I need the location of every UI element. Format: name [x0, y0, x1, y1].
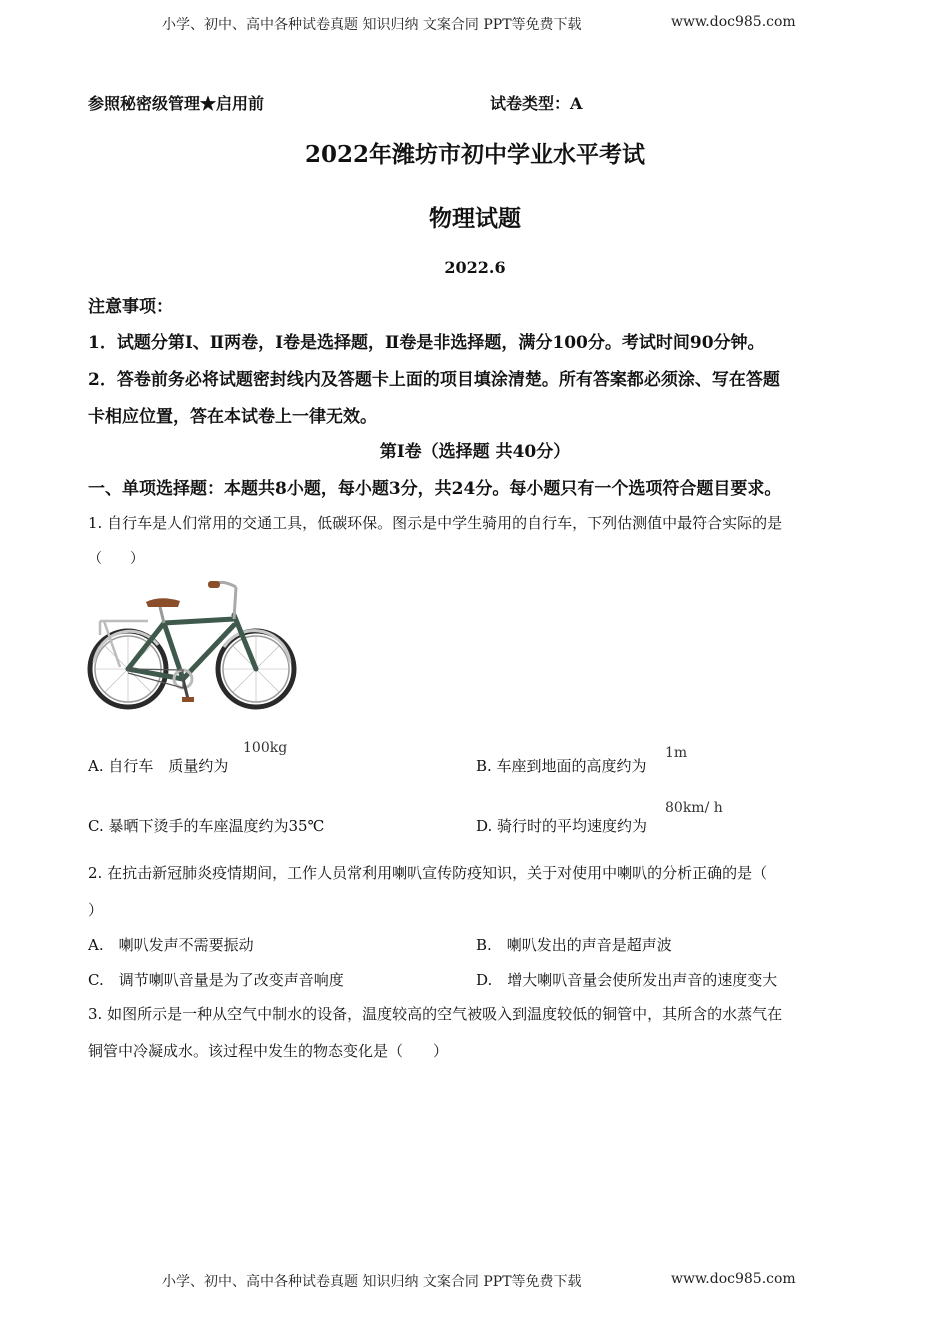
paper-type — [490, 91, 582, 114]
q1-option-b-value: 1m — [665, 745, 688, 761]
q2-option-d[interactable]: D. 增大喇叭音量会使所发出声音的速度变大 — [476, 971, 778, 989]
exam-title: 2022年潍坊市初中学业水平考试 — [304, 141, 645, 168]
q2-option-c[interactable]: C. 调节喇叭音量是为了改变声音响度 — [88, 971, 344, 989]
notes-item-1: 1．试题分第Ⅰ、Ⅱ两卷，Ⅰ卷是选择题，Ⅱ卷是非选择题，满分100分。考试时间90分钟。 — [88, 333, 765, 353]
footer-text: 小学、初中、高中各种试卷真题 知识归纳 文案合同 PPT等免费下载 — [162, 1274, 582, 1290]
q1-option-d-text: D. 骑行时的平均速度约为 — [476, 817, 648, 835]
q2-option-b[interactable]: B. 喇叭发出的声音是超声波 — [476, 936, 672, 954]
subject-title: 物理试题 — [429, 205, 521, 232]
q1-option-d[interactable] — [476, 815, 647, 836]
notes-heading: 注意事项： — [88, 297, 173, 317]
q1-option-a-value: 100kg — [243, 740, 288, 756]
header-url[interactable]: www.doc985.com — [671, 14, 796, 30]
q3-stem-line-1: 3. 如图所示是一种从空气中制水的设备，温度较高的空气被吸入到温度较低的铜管中，其所含的水蒸气在 — [88, 1005, 783, 1023]
header-text: 小学、初中、高中各种试卷真题 知识归纳 文案合同 PPT等免费下载 — [162, 17, 582, 33]
q1-option-b[interactable] — [476, 755, 647, 776]
q1-stem-line-1: 1. 自行车是人们常用的交通工具，低碳环保。图示是中学生骑用的自行车，下列估测值中最符合实际的是 — [88, 514, 783, 532]
bicycle-image — [86, 575, 298, 715]
q1-stem-line-2: （ ） — [88, 551, 144, 567]
q1-option-c[interactable]: C. 暴晒下烫手的车座温度约为35℃ — [88, 817, 325, 835]
part-title: 第Ⅰ卷（选择题 共40分） — [379, 442, 571, 462]
q1-option-a[interactable] — [88, 755, 228, 776]
section-instruction: 一、单项选择题：本题共8小题，每小题3分，共24分。每小题只有一个选项符合题目要求。 — [88, 479, 782, 499]
q1-option-a-text: A. 自行车 质量约为 — [88, 757, 229, 775]
q2-stem-line-1: 2. 在抗击新冠肺炎疫情期间，工作人员常利用喇叭宣传防疫知识，关于对使用中喇叭的分析正确的是（ — [88, 864, 768, 882]
secret-level: 参照秘密级管理★启用前 — [88, 94, 265, 113]
notes-item-2-line-1: 2．答卷前务必将试题密封线内及答题卡上面的项目填涂清楚。所有答案都必须涂、写在答题 — [88, 370, 780, 390]
q2-stem-line-2: ） — [88, 901, 104, 919]
exam-date: 2022.6 — [444, 258, 506, 277]
q3-stem-line-2: 铜管中冷凝成水。该过程中发生的物态变化是（ ） — [88, 1042, 449, 1060]
q1-option-b-text: B. 车座到地面的高度约为 — [476, 757, 647, 775]
notes-item-2-line-2: 卡相应位置，答在本试卷上一律无效。 — [88, 407, 377, 427]
paper-type-label: 试卷类型： — [490, 94, 571, 113]
q1-option-d-value: 80km/ h — [665, 800, 723, 816]
q2-option-a[interactable]: A. 喇叭发声不需要振动 — [88, 936, 254, 954]
paper-type-value: A — [570, 94, 583, 113]
footer-url[interactable]: www.doc985.com — [671, 1271, 796, 1287]
